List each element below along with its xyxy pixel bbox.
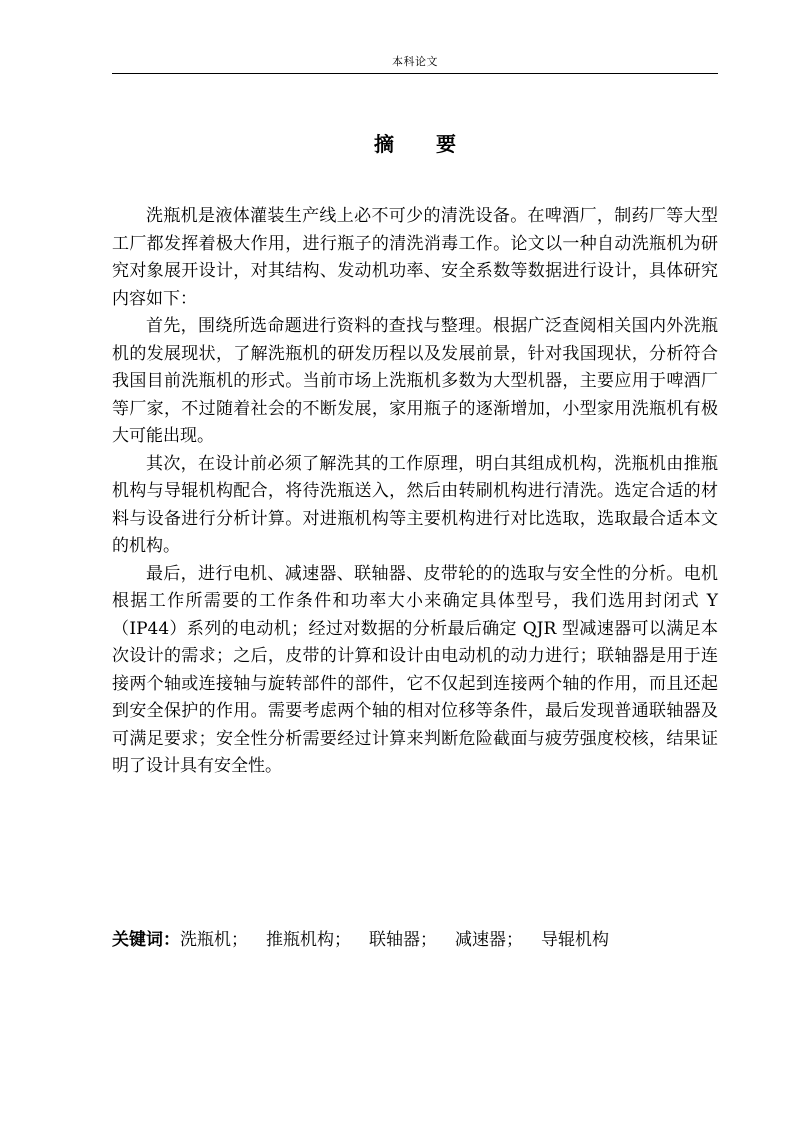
abstract-paragraph-2: 首先，围绕所选命题进行资料的查找与整理。根据广泛查阅相关国内外洗瓶机的发展现状，了解洗瓶机的研发历程以及发展前景，针对我国现状，分析符合我国目前洗瓶机的形式。当前市场上洗瓶机多数为大型机器，主要应用于啤酒厂等厂家，不过随着社会的不断发展，家用瓶子的逐渐增加，小型家用洗瓶机有极大可能出现。 — [112, 316, 718, 446]
keyword-item: 联轴器； — [369, 930, 437, 950]
keywords-label: 关键词： — [112, 930, 180, 950]
abstract-title-char-2: 要 — [436, 132, 456, 156]
abstract-paragraph-3: 其次，在设计前必须了解洗其的工作原理，明白其组成机构，洗瓶机由推瓶机构与导辊机构配合，将待洗瓶送入，然后由转刷机构进行清洗。选定合适的材料与设备进行分析计算。对进瓶机构等主要机构进行对比选取，选取最合适本文的机构。 — [112, 453, 718, 556]
header-rule — [112, 73, 718, 74]
keyword-item: 推瓶机构； — [266, 930, 351, 950]
abstract-body — [112, 203, 718, 781]
keyword-item: 洗瓶机； — [180, 930, 248, 950]
abstract-title — [112, 130, 718, 158]
keyword-item: 减速器； — [455, 930, 523, 950]
keyword-item: 导辊机构 — [541, 930, 609, 950]
abstract-paragraph-4: 最后，进行电机、减速器、联轴器、皮带轮的的选取与安全性的分析。电机根据工作所需要的工作条件和功率大小来确定具体型号，我们选用封闭式 Y（IP44）系列的电动机；经过对数据的分析最后确定 QJR 型减速器可以满足本次设计的需求；之后，皮带的计算和设计由电动机的动力进行；联轴器是用于连接两个轴或连接轴与旋转部件的部件，它不仅起到连接两个轴的作用，而且还起到安全保护的作用。需要考虑两个轴的相对位移等条件，最后发现普通联轴器及可满足要求；安全性分析需要经过计算来判断危险截面与疲劳强度校核，结果证明了设计具有安全性。 — [112, 563, 718, 776]
running-header: 本科论文 — [392, 55, 438, 68]
abstract-title-char-1: 摘 — [374, 132, 394, 156]
abstract-paragraph-1: 洗瓶机是液体灌装生产线上必不可少的清洗设备。在啤酒厂，制药厂等大型工厂都发挥着极大作用，进行瓶子的清洗消毒工作。论文以一种自动洗瓶机为研究对象展开设计，对其结构、发动机功率、安全系数等数据进行设计，具体研究内容如下： — [112, 206, 718, 309]
keywords-line — [112, 927, 718, 954]
